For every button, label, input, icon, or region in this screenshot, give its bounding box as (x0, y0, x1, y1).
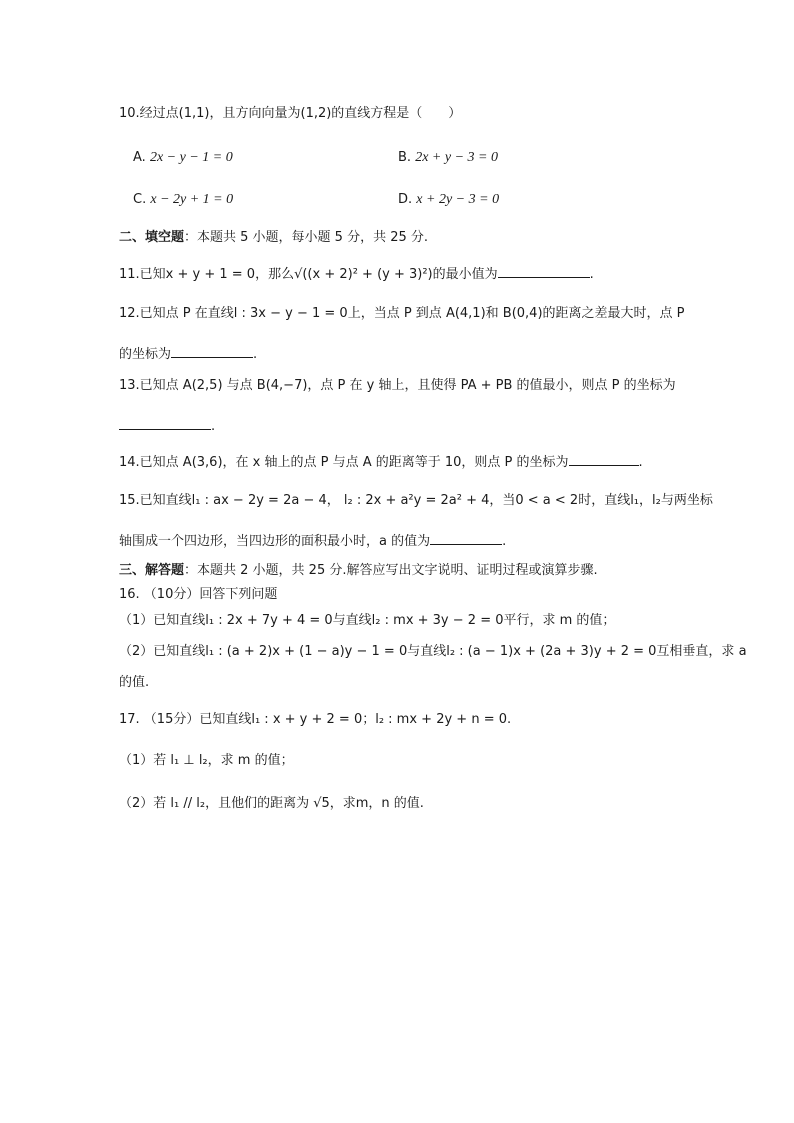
answer-blank[interactable] (171, 343, 253, 358)
question-13-line-1: 13.已知点 A(2,5) 与点 B(4,−7)，点 P 在 y 轴上，且使得 PA + PB 的值最小，则点 P 的坐标为 (119, 378, 676, 393)
section-3-heading: 三、解答题：本题共 2 小题，共 25 分.解答应写出文字说明、证明过程或演算步骤. (119, 563, 598, 578)
question-16-part-1: （1）已知直线l₁ : 2x + 7y + 4 = 0与直线l₂ : mx + 3y − 2 = 0平行，求 m 的值； (119, 613, 616, 628)
question-10-stem: 10.经过点(1,1)，且方向向量为(1,2)的直线方程是（ ） (119, 106, 462, 121)
answer-blank[interactable] (119, 415, 211, 430)
answer-blank[interactable] (498, 263, 590, 278)
question-10-option-c: C. x − 2y + 1 = 0 (133, 192, 234, 207)
question-15-line-1: 15.已知直线l₁ : ax − 2y = 2a − 4， l₂ : 2x + a²y = 2a² + 4，当0 < a < 2时，直线l₁，l₂与两坐标 (119, 493, 713, 508)
question-10-option-b: B. 2x + y − 3 = 0 (398, 150, 498, 165)
question-10-option-d: D. x + 2y − 3 = 0 (398, 192, 500, 207)
question-12-line-1: 12.已知点 P 在直线l : 3x − y − 1 = 0上，当点 P 到点 A(4,1)和 B(0,4)的距离之差最大时，点 P (119, 306, 685, 321)
answer-blank[interactable] (430, 530, 502, 545)
section-2-heading: 二、填空题：本题共 5 小题，每小题 5 分，共 25 分. (119, 230, 429, 245)
question-15-line-2: 轴围成一个四边形，当四边形的面积最小时，a 的值为 . (119, 530, 506, 551)
question-10-option-a: A. 2x − y − 1 = 0 (133, 150, 233, 165)
question-17-part-2: （2）若 l₁ // l₂，且他们的距离为 √5，求m，n 的值. (119, 796, 424, 811)
question-17-stem: 17. （15分）已知直线l₁ : x + y + 2 = 0；l₂ : mx + 2y + n = 0. (119, 712, 512, 727)
question-12-line-2: 的坐标为 . (119, 343, 257, 364)
question-11: 11.已知x + y + 1 = 0，那么√((x + 2)² + (y + 3)²)的最小值为 . (119, 263, 594, 284)
question-16-stem: 16. （10分）回答下列问题 (119, 587, 278, 602)
question-16-part-2-line-1: （2）已知直线l₁ : (a + 2)x + (1 − a)y − 1 = 0与直线l₂ : (a − 1)x + (2a + 3)y + 2 = 0互相垂直，求 a (119, 644, 747, 659)
question-13-line-2: . (119, 415, 215, 436)
question-14: 14.已知点 A(3,6)，在 x 轴上的点 P 与点 A 的距离等于 10，则点 P 的坐标为 . (119, 451, 643, 472)
question-17-part-1: （1）若 l₁ ⊥ l₂，求 m 的值； (119, 753, 294, 768)
answer-blank[interactable] (569, 451, 639, 466)
question-16-part-2-line-2: 的值. (119, 675, 150, 690)
